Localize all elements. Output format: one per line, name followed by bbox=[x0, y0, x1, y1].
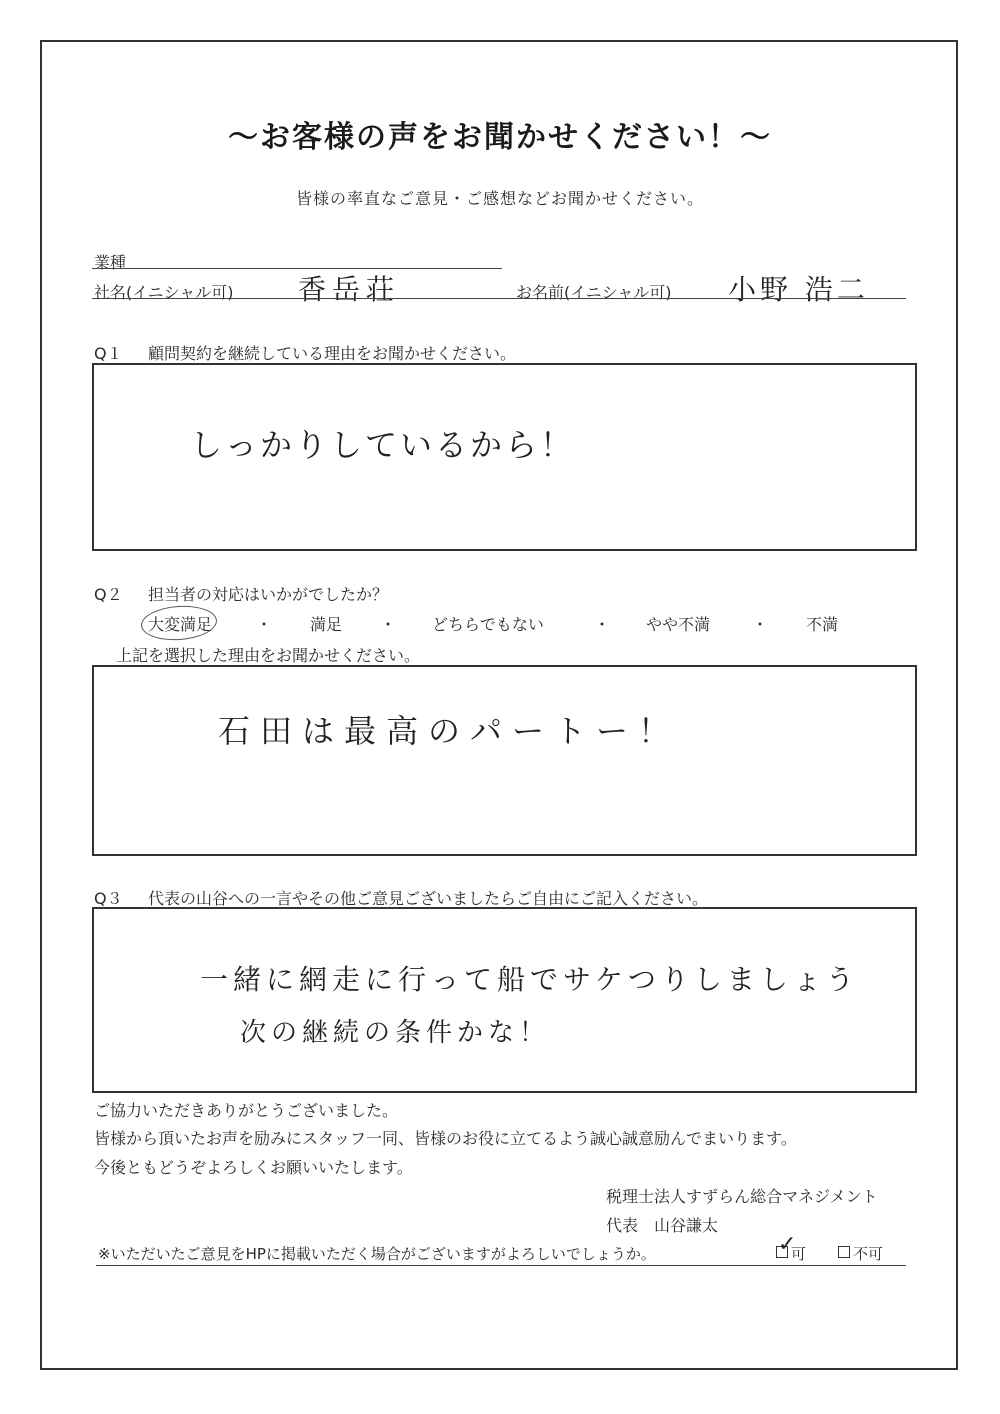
q2-option-somewhat-dissatisfied[interactable]: やや不満 bbox=[646, 615, 711, 634]
form-subtitle: 皆様の率直なご意見・ご感想などお聞かせください。 bbox=[295, 189, 704, 208]
option-separator: ・ bbox=[380, 615, 397, 634]
company-label: 社名(イニシャル可) bbox=[94, 283, 234, 302]
q3-answer-box[interactable] bbox=[92, 907, 917, 1093]
industry-line bbox=[92, 268, 502, 269]
q3-answer-line2[interactable]: 次の継続の条件かな！ bbox=[240, 1018, 551, 1048]
q2-option-very-satisfied[interactable]: 大変満足 bbox=[148, 615, 213, 634]
q1-answer[interactable]: しっかりしているから！ bbox=[190, 426, 576, 464]
q2-option-neutral[interactable]: どちらでもない bbox=[432, 615, 544, 634]
representative-signature: 代表 山谷謙太 bbox=[606, 1216, 719, 1235]
closing-thanks: ご協力いただきありがとうございました。 bbox=[94, 1101, 399, 1120]
closing-message: 皆様から頂いたお声を励みにスタッフ一同、皆様のお役に立てるよう誠心誠意励んでまいります。 bbox=[94, 1129, 797, 1148]
q1-number: Q１ bbox=[94, 344, 123, 363]
consent-no-checkbox[interactable] bbox=[838, 1246, 850, 1258]
name-value[interactable]: 小野 浩二 bbox=[728, 273, 869, 306]
q3-question: 代表の山谷への一言やその他ご意見ございましたらご自由にご記入ください。 bbox=[148, 889, 709, 908]
q3-number: Q３ bbox=[94, 889, 123, 908]
q2-reason-prompt: 上記を選択した理由をお聞かせください。 bbox=[116, 646, 421, 665]
q2-number: Q２ bbox=[94, 585, 123, 604]
consent-text: ※いただいたご意見をHPに掲載いただく場合がございますがよろしいでしょうか。 bbox=[98, 1245, 656, 1263]
checkmark-icon: ✓ bbox=[778, 1232, 797, 1257]
q2-question: 担当者の対応はいかがでしたか？ bbox=[148, 585, 389, 604]
q3-answer-line1[interactable]: 一緒に網走に行って船でサケつりしましょう bbox=[200, 963, 859, 996]
consent-line bbox=[96, 1265, 906, 1266]
company-name-line bbox=[92, 298, 906, 299]
company-value[interactable]: 香岳荘 bbox=[298, 273, 401, 306]
q2-option-satisfied[interactable]: 満足 bbox=[310, 615, 343, 634]
option-separator: ・ bbox=[752, 615, 769, 634]
q2-answer-box[interactable] bbox=[92, 665, 917, 856]
q2-option-dissatisfied[interactable]: 不満 bbox=[806, 615, 839, 634]
option-separator: ・ bbox=[594, 615, 611, 634]
name-label: お名前(イニシャル可) bbox=[516, 283, 672, 302]
company-signature: 税理士法人すずらん総合マネジメント bbox=[606, 1187, 878, 1206]
q1-question: 顧問契約を継続している理由をお聞かせください。 bbox=[148, 344, 517, 363]
q2-answer[interactable]: 石田は最高のパートー！ bbox=[218, 712, 681, 750]
option-separator: ・ bbox=[256, 615, 273, 634]
industry-label: 業種 bbox=[94, 253, 127, 272]
consent-no-label: 不可 bbox=[853, 1245, 884, 1263]
closing-regards: 今後ともどうぞよろしくお願いいたします。 bbox=[94, 1158, 413, 1177]
consent-yes-label: 可 bbox=[791, 1245, 807, 1263]
form-title: 〜お客様の声をお聞かせください！〜 bbox=[228, 120, 772, 155]
